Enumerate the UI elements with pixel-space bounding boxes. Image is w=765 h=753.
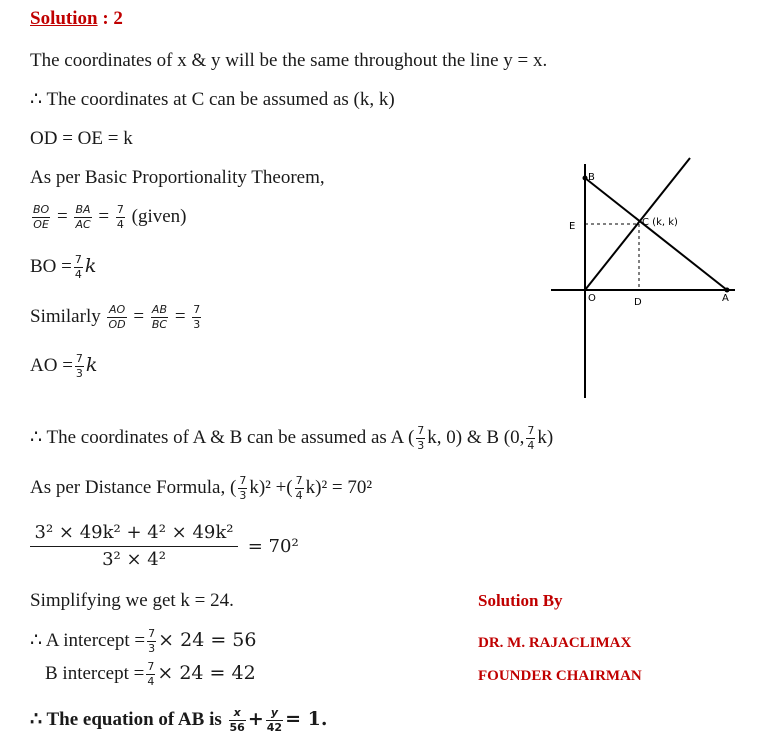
fraction-x-56: $\frac{x}{56}$ (229, 706, 245, 734)
label-e: E (569, 221, 576, 232)
credit-solution-by: Solution By (478, 591, 563, 610)
big-fraction-numerator: 3² × 49k² + 4² × 49k² (34, 522, 234, 543)
fraction-bo-oe: $\frac{BO}{OE}$ (33, 203, 50, 231)
fraction-ba-ac: $\frac{BA}{AC}$ (75, 203, 91, 231)
fraction-7-4: $\frac{7}{4}$ (116, 203, 124, 231)
ratio-line-1: $\frac{BO}{OE}$ = $\frac{BA}{AC}$ = $\frac{7}{4}$ (given) (33, 203, 187, 231)
fraction-y-42: $\frac{y}{42}$ (266, 706, 283, 734)
ratio-line-2: Similarly $\frac{AO}{OD}$ = $\frac{AB}{BC}$ = $\frac{7}{3}$ (30, 303, 201, 331)
label-a: A (722, 293, 729, 304)
ab-coordinates-line: ∴ The coordinates of A & B can be assumed as A ( $\frac{7}{3}$ k, 0) & B (0, $\frac{7}{4}$ k) (30, 424, 554, 452)
fraction-7-4: $\frac{7}{4}$ (74, 253, 82, 281)
equation-ab-line: ∴ The equation of AB is $\frac{x}{56}$ + $\frac{y}{42}$ = 1. (30, 706, 328, 734)
solution-heading-word: Solution (30, 8, 98, 29)
point-b-marker (583, 176, 588, 181)
bo-value-line: BO = $\frac{7}{4}$ k (30, 253, 97, 281)
fraction-7-3: $\frac{7}{3}$ (417, 424, 425, 452)
label-b: B (588, 172, 595, 183)
big-fraction (30, 520, 238, 573)
geometry-diagram (545, 150, 765, 400)
line-ab (585, 178, 727, 290)
fraction-7-4: $\frac{7}{4}$ (295, 474, 303, 502)
point-a-marker (725, 288, 730, 293)
fraction-7-4: $\frac{7}{4}$ (527, 424, 535, 452)
b-intercept-line: B intercept = $\frac{7}{4}$ × 24 = 42 (45, 660, 256, 688)
fraction-7-3: $\frac{7}{3}$ (239, 474, 247, 502)
label-d: D (634, 297, 642, 308)
fraction-7-3: $\frac{7}{3}$ (75, 352, 83, 380)
label-o: O (588, 293, 596, 304)
fraction-7-3: $\frac{7}{3}$ (148, 627, 156, 655)
credit-title: FOUNDER CHAIRMAN (478, 668, 642, 684)
simplify-line: Simplifying we get k = 24. (30, 590, 234, 611)
distance-formula-line: As per Distance Formula, ( $\frac{7}{3}$ k)² +( $\frac{7}{4}$ k)² = 70² (30, 474, 373, 502)
fraction-7-3: $\frac{7}{3}$ (193, 303, 201, 331)
solution-heading (30, 8, 123, 30)
line-c-assumed: ∴ The coordinates at C can be assumed as (k, k) (30, 89, 395, 110)
fraction-ao-od: $\frac{AO}{OD}$ (108, 303, 126, 331)
a-intercept-line: ∴ A intercept = $\frac{7}{3}$ × 24 = 56 (30, 627, 257, 655)
line-bpt: As per Basic Proportionality Theorem, (30, 167, 325, 188)
line-od-oe: OD = OE = k (30, 128, 133, 149)
ao-value-line: AO = $\frac{7}{3}$ k (30, 352, 98, 380)
fraction-ab-bc: $\frac{AB}{BC}$ (151, 303, 168, 331)
equation-rhs: = 70² (247, 535, 299, 557)
fraction-7-4: $\frac{7}{4}$ (147, 660, 155, 688)
solution-heading-sep: : (102, 8, 109, 29)
big-fraction-denominator: 3² × 4² (30, 546, 238, 573)
solution-heading-number: 2 (113, 8, 123, 29)
credit-name: DR. M. RAJACLIMAX (478, 635, 632, 651)
expanded-equation (30, 520, 299, 573)
label-c: C (k, k) (642, 217, 678, 228)
line-coordinates-same: The coordinates of x & y will be the same throughout the line y = x. (30, 50, 548, 71)
